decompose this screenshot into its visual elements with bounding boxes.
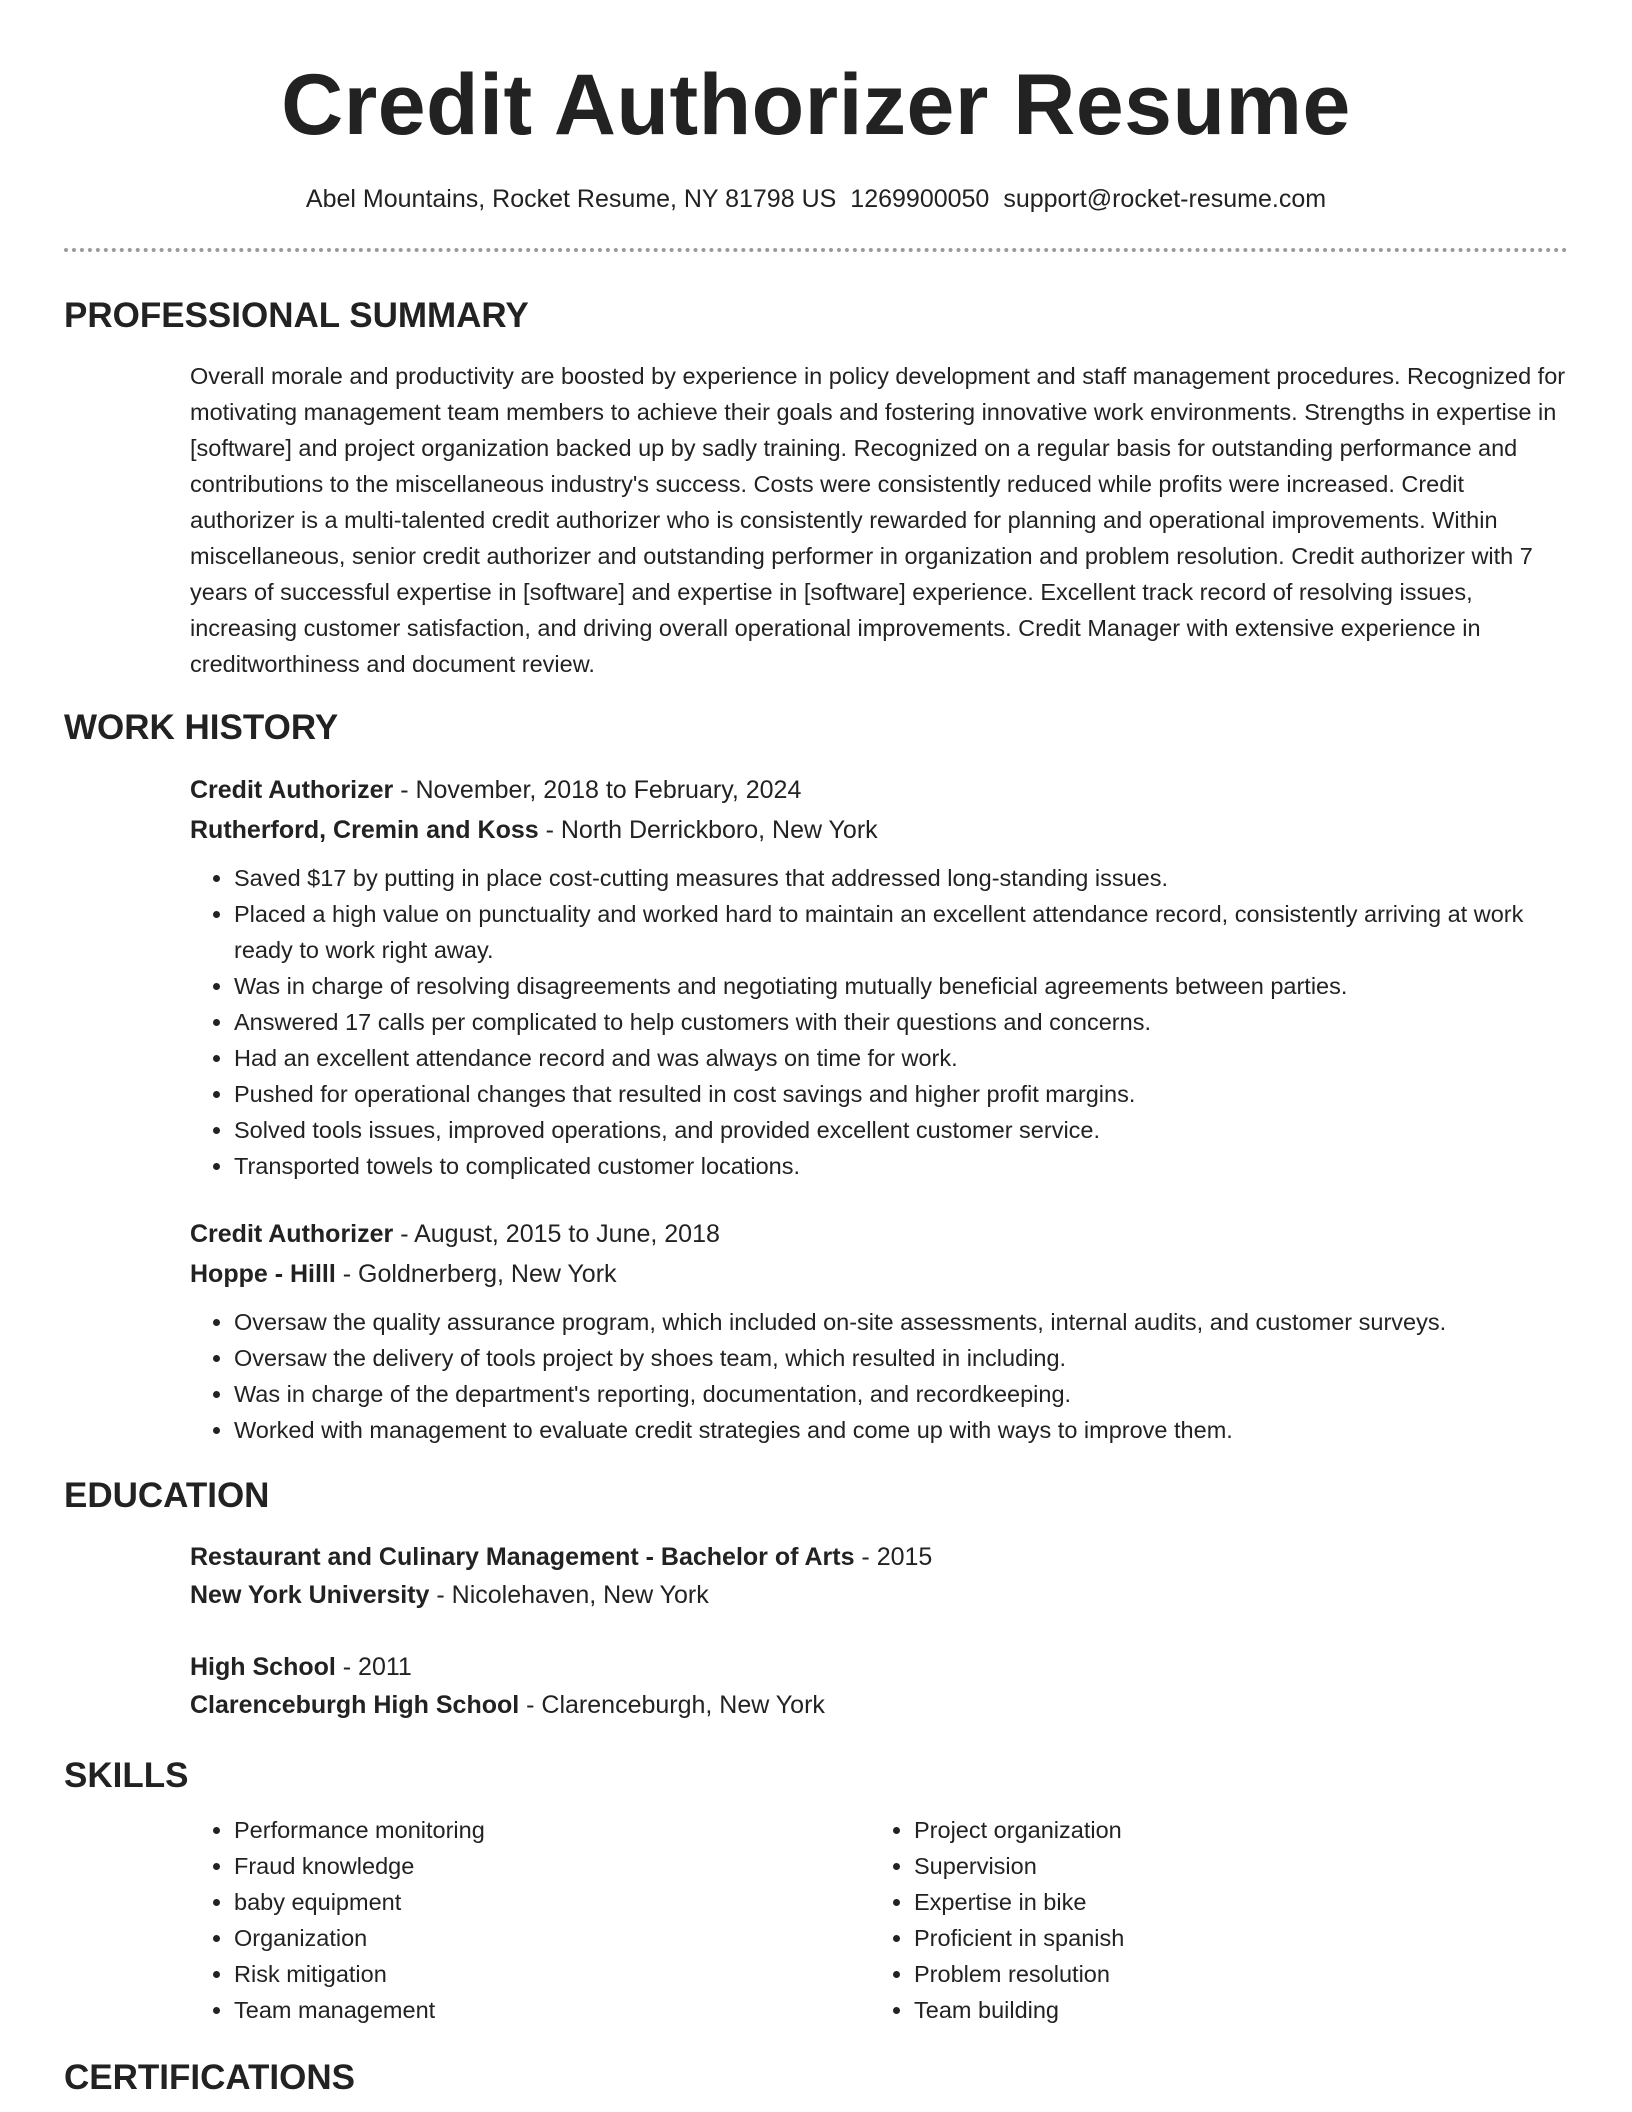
list-item: • Proficient in spanish <box>914 1920 1550 1956</box>
list-item: • Team management <box>234 1992 870 2028</box>
list-item: • Placed a high value on punctuality and worked hard to maintain an excellent attendance record, consistently arriving at work ready to work right away. <box>234 896 1568 968</box>
degree: Restaurant and Culinary Management - Bachelor of Arts <box>190 1543 855 1571</box>
list-item: • Worked with management to evaluate credit strategies and come up with ways to improve them. <box>234 1412 1568 1448</box>
job-location: - North Derrickboro, New York <box>538 816 878 844</box>
degree-line <box>190 1648 1568 1686</box>
skills-column-right <box>870 1812 1550 2028</box>
list-item: • Saved $17 by putting in place cost-cutting measures that addressed long-standing issues. <box>234 860 1568 896</box>
skills-column-left <box>190 1812 870 2028</box>
header-divider <box>64 248 1568 252</box>
email: support@rocket-resume.com <box>1003 185 1327 213</box>
education-heading: EDUCATION <box>64 1476 270 1515</box>
list-item: • Was in charge of the department's reporting, documentation, and recordkeeping. <box>234 1376 1568 1412</box>
list-item: • Pushed for operational changes that resulted in cost savings and higher profit margins. <box>234 1076 1568 1112</box>
school: Clarenceburgh High School <box>190 1691 520 1719</box>
list-item: • Answered 17 calls per complicated to help customers with their questions and concerns. <box>234 1004 1568 1040</box>
job-title: Credit Authorizer <box>190 776 394 804</box>
job-title-line <box>190 770 1568 810</box>
summary-section <box>64 296 1568 682</box>
skills-heading: SKILLS <box>64 1756 189 1795</box>
phone: 1269900050 <box>850 185 990 213</box>
list-item: • Was in charge of resolving disagreements and negotiating mutually beneficial agreements between parties. <box>234 968 1568 1004</box>
job-title-line <box>190 1214 1568 1254</box>
page-title: Credit Authorizer Resume <box>281 57 1351 153</box>
list-item: • Expertise in bike <box>914 1884 1550 1920</box>
list-item: • Risk mitigation <box>234 1956 870 1992</box>
certifications-heading: CERTIFICATIONS <box>64 2058 356 2097</box>
job-bullets <box>190 860 1568 1184</box>
skills-columns <box>190 1812 1568 2028</box>
list-item: • Problem resolution <box>914 1956 1550 1992</box>
skills-list <box>870 1812 1550 2028</box>
job-location: - Goldnerberg, New York <box>335 1260 617 1288</box>
education-entry <box>190 1538 1568 1614</box>
certifications-section <box>64 2058 1568 2098</box>
job-company: Hoppe - Hilll <box>190 1260 336 1288</box>
list-item: • Team building <box>914 1992 1550 2028</box>
list-item: • Oversaw the delivery of tools project by shoes team, which resulted in including. <box>234 1340 1568 1376</box>
skills-list <box>190 1812 870 2028</box>
degree-year: - 2015 <box>854 1543 933 1571</box>
degree-line <box>190 1538 1568 1576</box>
job-company: Rutherford, Cremin and Koss <box>190 816 539 844</box>
job-company-line <box>190 810 1568 850</box>
list-item: • Solved tools issues, improved operations, and provided excellent customer service. <box>234 1112 1568 1148</box>
list-item: • Performance monitoring <box>234 1812 870 1848</box>
list-item: • Had an excellent attendance record and was always on time for work. <box>234 1040 1568 1076</box>
resume-page <box>64 0 1568 2098</box>
school: New York University <box>190 1581 430 1609</box>
work-section <box>64 708 1568 1448</box>
school-line <box>190 1576 1568 1614</box>
list-item: • Transported towels to complicated customer locations. <box>234 1148 1568 1184</box>
job-dates: - August, 2015 to June, 2018 <box>393 1220 720 1248</box>
job-entry <box>190 770 1568 1184</box>
list-item: • Oversaw the quality assurance program, which included on-site assessments, internal audits, and customer surveys. <box>234 1304 1568 1340</box>
school-location: - Clarenceburgh, New York <box>519 1691 825 1719</box>
skills-section <box>64 1756 1568 2028</box>
list-item: • Fraud knowledge <box>234 1848 870 1884</box>
list-item: • Organization <box>234 1920 870 1956</box>
job-entry <box>190 1214 1568 1448</box>
education-section <box>64 1476 1568 1724</box>
job-company-line <box>190 1254 1568 1294</box>
degree-year: - 2011 <box>335 1653 412 1681</box>
summary-text: Overall morale and productivity are boosted by experience in policy development and staff management procedures. Recognized for motivating management team members to achieve their goals and fostering innovative work environments. Strengths in expertise in [software] and project organization backed up by sadly training. Recognized on a regular basis for outstanding performance and contributions to the miscellaneous industry's success. Costs were consistently reduced while profits were increased. Credit authorizer is a multi-talented credit authorizer who is consistently rewarded for planning and operational improvements. Within miscellaneous, senior credit authorizer and outstanding performer in organization and problem resolution. Credit authorizer with 7 years of successful expertise in [software] and expertise in [software] experience. Excellent track record of resolving issues, increasing customer satisfaction, and driving overall operational improvements. Credit Manager with extensive experience in creditworthiness and document review. <box>190 363 1566 677</box>
education-entry <box>190 1648 1568 1724</box>
address: Abel Mountains, Rocket Resume, NY 81798 US <box>305 185 837 213</box>
school-location: - Nicolehaven, New York <box>429 1581 709 1609</box>
job-dates: - November, 2018 to February, 2024 <box>393 776 802 804</box>
summary-heading: PROFESSIONAL SUMMARY <box>64 296 529 335</box>
list-item: • baby equipment <box>234 1884 870 1920</box>
job-title: Credit Authorizer <box>190 1220 394 1248</box>
list-item: • Supervision <box>914 1848 1550 1884</box>
list-item: • Project organization <box>914 1812 1550 1848</box>
work-heading: WORK HISTORY <box>64 708 339 747</box>
school-line <box>190 1686 1568 1724</box>
job-bullets <box>190 1304 1568 1448</box>
contact-line <box>64 184 1568 214</box>
degree: High School <box>190 1653 336 1681</box>
